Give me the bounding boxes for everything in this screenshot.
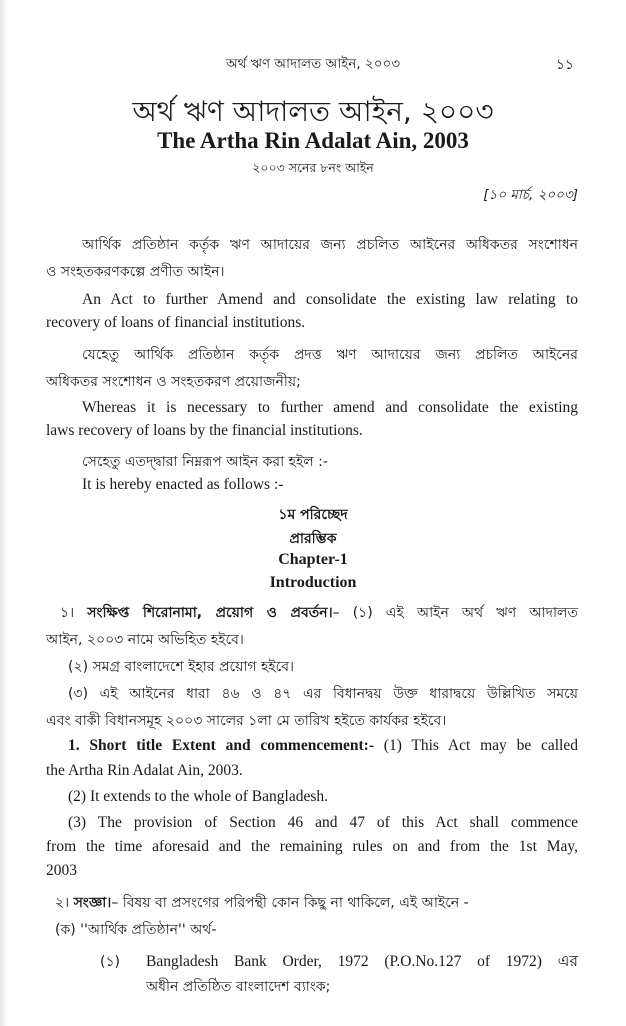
section2-heading: সংজ্ঞা। <box>73 895 112 911</box>
section1-en-line1-rest: (1) This Act may be called <box>374 737 578 754</box>
section1-en-sub2: (2) It extends to the whole of Bangladesh. <box>68 788 328 805</box>
chapter-title-bn: প্রারম্ভিক <box>289 531 337 547</box>
preamble-enact-bn: সেহেতু এতদ্দ্বারা নিম্নরূপ আইন করা হইল :- <box>82 454 328 470</box>
section1-bn-number: ১। <box>60 605 75 621</box>
act-date: [১০ মার্চ, ২০০৩] <box>483 187 578 203</box>
chapter-number-bn: ১ম পরিচ্ছেদ <box>278 507 348 523</box>
section1-bn-heading: সংক্ষিপ্ত শিরোনামা, প্রয়োগ ও প্রবর্তন। <box>87 605 333 621</box>
running-header-title: অর্থ ঋণ আদালত আইন, ২০০৩ <box>225 56 401 72</box>
section1-bn-line1-rest: – (১) এই আইন অর্থ ঋণ আদালত <box>332 605 578 621</box>
section1-bn-line2: আইন, ২০০৩ নামে অভিহিত হইবে। <box>46 632 244 648</box>
preamble-whereas-en-line2: laws recovery of loans by the financial institutions. <box>46 422 363 439</box>
section2-intro-line <box>55 891 469 915</box>
section1-en-heading: 1. Short title Extent and commencement:- <box>68 737 374 754</box>
section2-item1-line1: Bangladesh Bank Order, 1972 (P.O.No.127 of 1972) এর <box>146 953 578 970</box>
section2-clause-ka: (ক) ''আর্থিক প্রতিষ্ঠান'' অর্থ- <box>55 922 217 938</box>
section1-bn-sub3-line2: এবং বাকী বিধানসমূহ ২০০৩ সালের ১লা মে তারিখ হইতে কার্যকর হইবে। <box>46 713 447 729</box>
section1-bn-line1 <box>60 601 578 625</box>
section2-item1-line2: অধীন প্রতিষ্ঠিত বাংলাদেশ ব্যাংক; <box>146 979 331 995</box>
preamble-whereas-en-line1: Whereas it is necessary to further amend and consolidate the existing <box>82 399 578 416</box>
section1-en-sub3-line3: 2003 <box>46 862 77 879</box>
preamble-purpose-en-line2: recovery of loans of financial institutions. <box>46 314 306 331</box>
preamble-whereas-bn-line2: অধিকতর সংশোধন ও সংহতকরণ প্রয়োজনীয়; <box>46 374 301 390</box>
section1-bn-sub3-line1: (৩) এই আইনের ধারা ৪৬ ও ৪৭ এর বিধানদ্বয় উক্ত ধারাদ্বয়ে উল্লিখিত সময়ে <box>68 686 578 702</box>
chapter-number-en: Chapter-1 <box>278 551 348 568</box>
section1-en-line2: the Artha Rin Adalat Ain, 2003. <box>46 762 243 779</box>
preamble-purpose-bn-line1: আর্থিক প্রতিষ্ঠান কর্তৃক ঋণ আদায়ের জন্য প্রচলিত আইনের অধিকতর সংশোধন <box>82 237 578 253</box>
act-title-bengali: অর্থ ঋণ আদালত আইন, ২০০৩ <box>132 95 494 128</box>
section1-en-line1 <box>68 737 578 755</box>
section1-en-sub3-line2: from the time aforesaid and the remaining rules on and from the 1st May, <box>46 838 578 855</box>
chapter-title-en: Introduction <box>269 574 357 591</box>
preamble-purpose-bn-line2: ও সংহতকরণকল্পে প্রণীত আইন। <box>46 264 225 280</box>
section2-item1-number: (১) <box>100 954 121 970</box>
preamble-enact-en: It is hereby enacted as follows :- <box>82 476 284 493</box>
page-number: ১১ <box>555 57 574 73</box>
act-title-english: The Artha Rin Adalat Ain, 2003 <box>157 128 469 153</box>
section1-bn-sub2: (২) সমগ্র বাংলাদেশে ইহার প্রয়োগ হইবে। <box>68 659 295 675</box>
section2-number: ২। <box>55 895 70 911</box>
act-number: ২০০৩ সনের ৮নং আইন <box>252 160 374 175</box>
preamble-whereas-bn-line1: যেহেতু আর্থিক প্রতিষ্ঠান কর্তৃক প্রদত্ত ঋণ আদায়ের জন্য প্রচলিত আইনের <box>82 347 578 363</box>
section2-intro: – বিষয় বা প্রসংগের পরিপন্থী কোন কিছু না থাকিলে, এই আইনে - <box>111 895 469 911</box>
section1-en-sub3-line1: (3) The provision of Section 46 and 47 of this Act shall commence <box>68 814 578 831</box>
preamble-purpose-en-line1: An Act to further Amend and consolidate the existing law relating to <box>82 291 578 308</box>
